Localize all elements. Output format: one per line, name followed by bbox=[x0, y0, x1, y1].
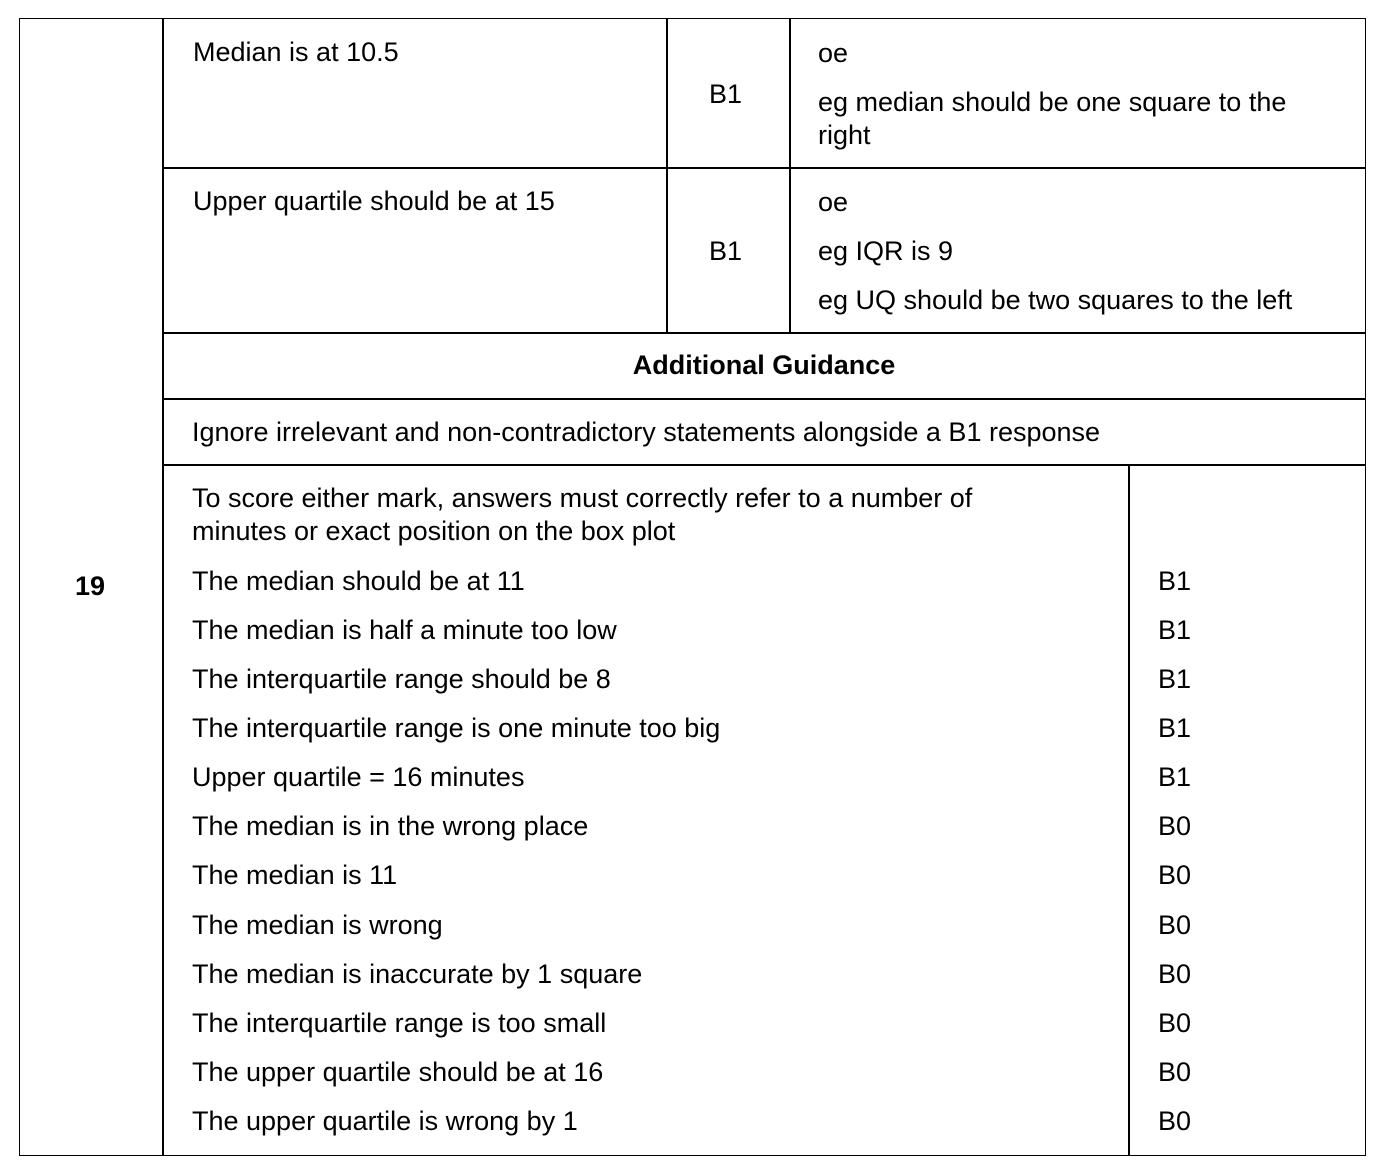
example-text: The median should be at 11 bbox=[192, 566, 525, 596]
example-text: The median is wrong bbox=[192, 910, 443, 940]
mark-comment-divider bbox=[789, 18, 791, 333]
mark-2: B1 bbox=[709, 236, 743, 266]
row-divider-4 bbox=[162, 464, 1366, 466]
comment-2-1: oe bbox=[818, 187, 849, 217]
example-text: The median is half a minute too low bbox=[192, 615, 617, 645]
comment-1-3: right bbox=[818, 120, 871, 150]
question-column-divider bbox=[162, 18, 164, 1156]
example-text: Upper quartile = 16 minutes bbox=[192, 762, 525, 792]
example-mark: B0 bbox=[1158, 1057, 1192, 1087]
mark-1: B1 bbox=[709, 79, 743, 109]
example-text: The median is in the wrong place bbox=[192, 811, 589, 841]
example-text: The interquartile range is too small bbox=[192, 1008, 607, 1038]
example-text: The upper quartile is wrong by 1 bbox=[192, 1106, 578, 1136]
comment-2-3: eg UQ should be two squares to the left bbox=[818, 285, 1293, 315]
comment-2-2: eg IQR is 9 bbox=[818, 236, 954, 266]
example-mark: B0 bbox=[1158, 860, 1192, 890]
guidance-heading: Additional Guidance bbox=[632, 350, 896, 380]
answer-mark-divider bbox=[666, 18, 668, 333]
example-text: The upper quartile should be at 16 bbox=[192, 1057, 604, 1087]
answer-text-2: Upper quartile should be at 15 bbox=[193, 186, 555, 216]
guidance-ignore-note: Ignore irrelevant and non-contradictory statements alongside a B1 response bbox=[192, 417, 1101, 447]
example-mark: B1 bbox=[1158, 566, 1192, 596]
example-mark: B0 bbox=[1158, 959, 1192, 989]
example-mark: B1 bbox=[1158, 762, 1192, 792]
row-divider-3 bbox=[162, 398, 1366, 400]
guidance-intro-line-1: To score either mark, answers must correctly refer to a number of bbox=[192, 483, 973, 513]
row-divider-2 bbox=[162, 332, 1366, 334]
example-mark: B0 bbox=[1158, 910, 1192, 940]
example-mark: B0 bbox=[1158, 811, 1192, 841]
answer-text-1: Median is at 10.5 bbox=[193, 37, 399, 67]
example-text: The median is 11 bbox=[192, 860, 398, 890]
example-text: The median is inaccurate by 1 square bbox=[192, 959, 643, 989]
example-mark: B1 bbox=[1158, 615, 1192, 645]
example-text: The interquartile range is one minute too big bbox=[192, 713, 721, 743]
examples-mark-divider bbox=[1128, 464, 1130, 1156]
example-text: The interquartile range should be 8 bbox=[192, 664, 611, 694]
example-mark: B1 bbox=[1158, 664, 1192, 694]
example-mark: B0 bbox=[1158, 1008, 1192, 1038]
question-number: 19 bbox=[75, 571, 106, 601]
row-divider-1 bbox=[162, 167, 1366, 169]
comment-1-2: eg median should be one square to the bbox=[818, 87, 1287, 117]
example-mark: B0 bbox=[1158, 1106, 1192, 1136]
comment-1-1: oe bbox=[818, 38, 849, 68]
example-mark: B1 bbox=[1158, 713, 1192, 743]
guidance-intro-line-2: minutes or exact position on the box plot bbox=[192, 516, 676, 546]
